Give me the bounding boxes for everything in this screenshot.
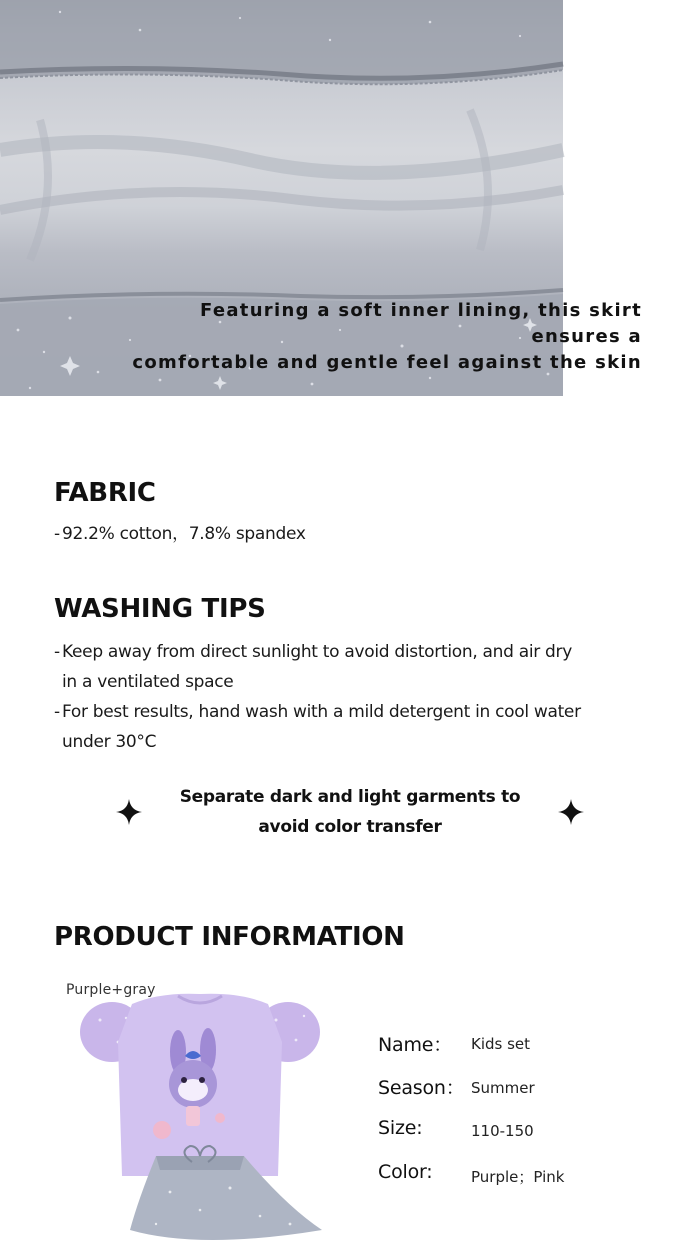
- info-size-key: Size:: [378, 1117, 423, 1139]
- sparkle-icon: [557, 798, 585, 826]
- hero-caption: [120, 298, 642, 376]
- washing-tip-1-line1: Keep away from direct sunlight to avoid distortion, and air dry: [62, 642, 573, 662]
- info-season-value: Summer: [471, 1079, 535, 1097]
- notice-line1: Separate dark and light garments to: [179, 787, 521, 807]
- info-name-value: Kids set: [471, 1035, 531, 1053]
- info-color-value: Purple；Pink: [471, 1168, 565, 1186]
- info-color-key: Color:: [378, 1161, 433, 1183]
- hero-caption-line1: Featuring a soft inner lining, this skirt ensures a: [199, 300, 642, 347]
- info-season-key: Season：: [378, 1077, 465, 1099]
- info-size-value: 110-150: [471, 1122, 534, 1140]
- sparkle-icon: [115, 798, 143, 826]
- color-transfer-notice: [150, 782, 550, 842]
- product-image: [60, 980, 340, 1240]
- notice-line2: avoid color transfer: [258, 817, 442, 837]
- info-name-key: Name：: [378, 1034, 453, 1056]
- washing-tip-2-line1: For best results, hand wash with a mild detergent in cool water: [62, 702, 581, 722]
- washing-tip-2-line2: under 30°C: [62, 732, 157, 752]
- fabric-bullet: -: [54, 524, 61, 544]
- fabric-heading: FABRIC: [54, 478, 156, 508]
- washing-tip-1-line2: in a ventilated space: [62, 672, 234, 692]
- washing-tip-bullet: -: [54, 642, 61, 662]
- hero-caption-line2: comfortable and gentle feel against the skin: [132, 352, 642, 373]
- product-info-heading: PRODUCT INFORMATION: [54, 922, 405, 952]
- washing-tips-heading: WASHING TIPS: [54, 594, 266, 624]
- product-image-label: Purple+gray: [66, 982, 156, 998]
- fabric-composition: 92.2% cotton，7.8% spandex: [62, 524, 306, 544]
- washing-tip-bullet: -: [54, 702, 61, 722]
- skirt-lining-photo: [0, 0, 642, 396]
